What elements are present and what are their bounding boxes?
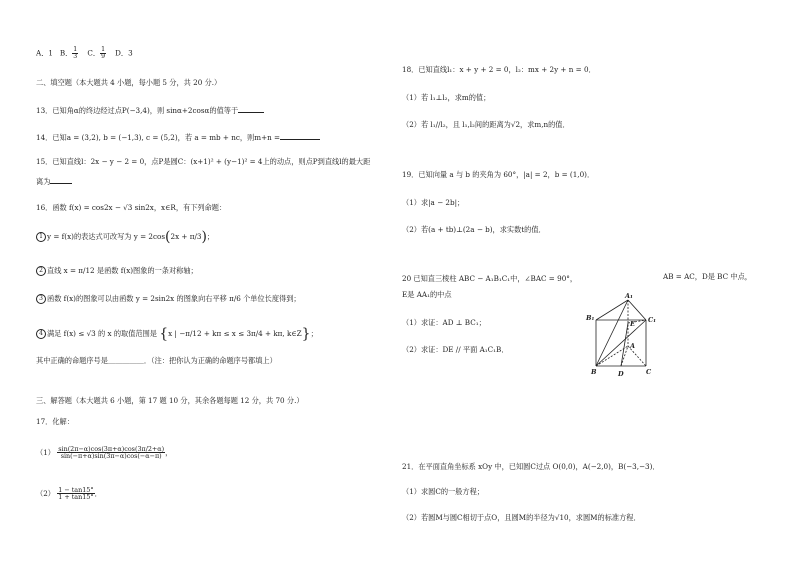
- choice-d: D．3: [115, 48, 133, 58]
- question-15-line1: 15．已知直线l：2x − y − 2 = 0，点P是圆C：(x+1)² + (y−1)² = 4上的动点，则点P到直线l的最大距: [36, 157, 371, 166]
- edge-d-e: [621, 323, 628, 366]
- question-17-part2: （2） $\frac{1 - \tan 15^\circ}{1 + \tan 15^\circ}$ ．: [36, 486, 102, 502]
- question-19-part1: （1）求|a − 2b|；: [402, 198, 465, 207]
- question-16-tail: 其中正确的命题序号是＿＿＿＿＿．（注：把你认为正确的命题序号都填上）: [36, 356, 277, 365]
- question-17: 17．化解：: [36, 417, 74, 426]
- question-18-part2: （2）若 l₁//l₂，且 l₁,l₂间的距离为√2，求m,n的值．: [402, 120, 570, 129]
- circled-number-1: 1: [36, 232, 46, 242]
- section2-header: 二、填空题（本大题共 4 小题，每小题 5 分，共 20 分.）: [36, 78, 222, 87]
- question-18: 18．已知直线l₁：x + y + 2 = 0，l₂：mx + 2y + n = 0．: [402, 65, 596, 74]
- question-17-part1: （1） $\frac{\sin(2\pi-\alpha)\cos(3\pi+\alpha)\cos(3\pi/2+\alpha)}{\sin(-\pi+\alpha)\sin(3\pi-\alpha)\cos(-\alpha-\pi)}$ ，: [36, 445, 173, 461]
- choice-c-fraction: $\frac{1}{9}$: [101, 46, 105, 61]
- label-b1: B₁: [586, 314, 595, 322]
- label-d: D: [618, 370, 624, 378]
- choice-c-prefix: C．: [87, 48, 101, 58]
- circled-number-3: 3: [36, 294, 46, 304]
- label-b: B: [591, 368, 597, 376]
- label-c1: C₁: [648, 316, 657, 324]
- question-19-part2: （2）若(a + tb)⊥(2a − b)，求实数t的值．: [402, 225, 546, 234]
- edge-b-c1: [596, 320, 646, 366]
- question-19: 19．已知向量 a 与 b 的夹角为 60°，|a| = 2，b = (1,0)．: [402, 170, 595, 179]
- question-15-line2: 离为: [36, 175, 72, 186]
- edge-d-a: [621, 346, 628, 366]
- q17-part2-fraction: $\frac{1 - \tan 15^\circ}{1 + \tan 15^\circ}$: [58, 486, 94, 502]
- question-21-part2: （2）若圆M与圆C相切于点O，且圆M的半径为√10，求圆M的标准方程．: [402, 513, 641, 522]
- question-18-part1: （1）若 l₁⊥l₂，求m的值；: [402, 93, 491, 102]
- edge-a1-c1: [628, 300, 646, 320]
- question-20-part2: （2）求证：DE // 平面 A₁C₁B．: [402, 345, 509, 354]
- circled-number-4: 4: [36, 329, 46, 339]
- question-20-right: AB = AC，D是 BC 中点，: [663, 272, 752, 281]
- proposition-3: 3 函数 f(x)的图象可以由函数 y = 2sin2x 的图象向右平移 π/6 个单位长度得到；: [36, 294, 301, 304]
- label-a1: A₁: [625, 292, 633, 300]
- label-e: E: [630, 320, 635, 328]
- question-13: 13．已知角α的终边经过点P(−3,4)，则 sinα+2cosα的值等于: [36, 104, 264, 115]
- label-c: C: [646, 368, 652, 376]
- choice-b-prefix: B．: [59, 48, 73, 58]
- question-14: 14．已知a = (3,2), b = (−1,3), c = (5,2)，若 a = mb + nc，则m+n =: [36, 131, 320, 142]
- question-21: 21．在平面直角坐标系 xOy 中，已知圆C过点 O(0,0)，A(−2,0)，B(−3,−3)．: [402, 462, 660, 471]
- proposition-1: 1 y = f(x)的表达式可改写为 y = 2cos(2x + π/3)；: [36, 230, 214, 244]
- question-20-line1: 20 已知直三棱柱 ABC − A₁B₁C₁中，∠BAC = 90°，: [402, 274, 578, 283]
- question-21-part1: （1）求圆C的一般方程；: [402, 487, 484, 496]
- proposition-2: 2 直线 x = π/12 是函数 f(x)图象的一条对称轴；: [36, 266, 198, 276]
- prism-figure: [584, 292, 662, 380]
- question-20-line2: E是 AA₁的中点: [402, 290, 452, 299]
- choice-b-fraction: $\frac{1}{3}$: [73, 46, 78, 61]
- question-16: 16．函数 f(x) = cos2x − √3 sin2x，x∈R，有下列命题：: [36, 203, 227, 212]
- proposition-4: 4 满足 f(x) ≤ √3 的 x 的取值范围是 {x | −π/12 + kπ ≤ x ≤ 3π/4 + kπ, k∈Z}；: [36, 327, 318, 341]
- choice-a: A．1: [36, 48, 53, 58]
- circled-number-2: 2: [36, 266, 46, 276]
- q17-part1-fraction: $\frac{\sin(2\pi-\alpha)\cos(3\pi+\alpha)\cos(3\pi/2+\alpha)}{\sin(-\pi+\alpha)\sin(3\pi-\alpha)\cos(-\alpha-\pi)}$: [58, 445, 165, 461]
- question-20-part1: （1）求证：AD ⊥ BC₁；: [402, 318, 486, 327]
- label-a: A: [630, 342, 636, 350]
- section3-header: 三、解答题（本大题共 6 小题，第 17 题 10 分，其余各题每题 12 分，共 70 分.）: [36, 396, 304, 405]
- q12-choices: [36, 47, 133, 60]
